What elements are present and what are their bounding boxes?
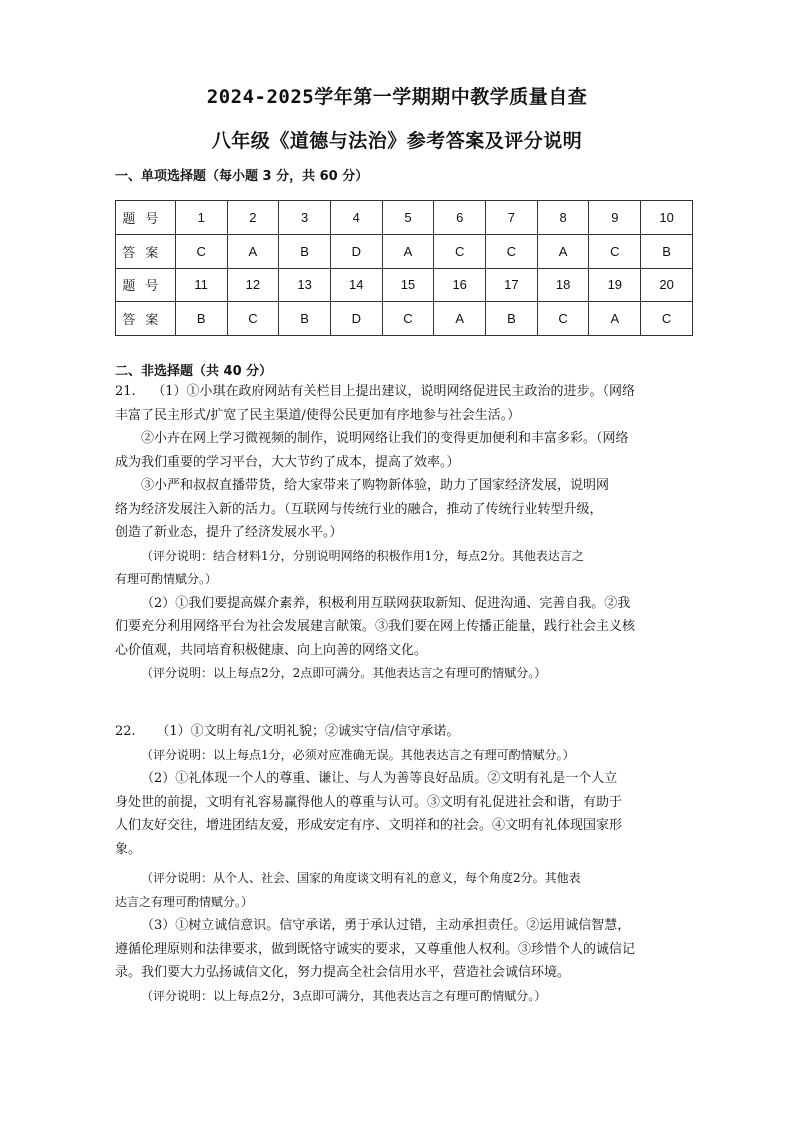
table-cell: B [279,234,331,268]
question-label: 题号 [116,268,176,302]
table-cell: 10 [641,201,693,235]
answer-label: 答案 [116,234,176,268]
question-22 [115,720,695,1008]
table-cell: 3 [279,201,331,235]
table-cell: 6 [434,201,486,235]
text-line: ③小严和叔叔直播带货，给大家带来了购物新体验，助力了国家经济发展，说明网 [141,478,610,493]
text-line: （3）①树立诚信意识。信守承诺，勇于承认过错，主动承担责任。②运用诚信智慧， [141,918,631,933]
table-cell: D [330,302,382,336]
table-cell: 19 [589,268,641,302]
table-cell: B [279,302,331,336]
document-subtitle: 八年级《道德与法治》参考答案及评分说明 [211,130,583,152]
scoring-note: （评分说明：结合材料1分，分别说明网络的积极作用1分，每点2分。其他表达言之 [141,548,584,563]
table-row [116,302,693,336]
table-cell: B [175,302,227,336]
table-row [116,268,693,302]
text-line: 丰富了民主形式/扩宽了民主渠道/使得公民更加有序地参与社会生活。） [115,407,521,423]
table-cell: 17 [486,268,538,302]
table-cell: D [330,234,382,268]
table-row [116,201,693,235]
table-cell: 16 [434,268,486,302]
answer-table [115,200,693,336]
table-cell: 8 [537,201,589,235]
text-line: （2）①礼体现一个人的尊重、谦让、与人为善等良好品质。②文明有礼是一个人立 [141,771,618,786]
table-cell: 18 [537,268,589,302]
table-row [116,234,693,268]
section1-heading: 一、单项选择题（每小题 3 分，共 60 分） [115,169,369,184]
table-cell: A [227,234,279,268]
table-cell: B [641,234,693,268]
text-line: 成为我们重要的学习平台，大大节约了成本，提高了效率。） [115,454,460,470]
table-cell: 15 [382,268,434,302]
table-cell: A [537,234,589,268]
document-title: 2024-2025学年第一学期期中教学质量自查 [206,86,588,108]
scoring-note: （评分说明：以上每点2分，2点即可满分。其他表达言之有理可酌情赋分。） [141,666,547,680]
scoring-note: （评分说明：从个人、社会、国家的角度谈文明有礼的意义，每个角度2分。其他表 [141,871,581,885]
table-cell: C [589,234,641,268]
table-cell: C [175,234,227,268]
text-line: 22. （1）①文明有礼/文明礼貌；②诚实守信/信守承诺。 [115,724,460,739]
table-cell: A [382,234,434,268]
text-line: 遵循伦理原则和法律要求，做到既恪守诚实的要求，又尊重他人权利。③珍惜个人的诚信记 [115,941,636,957]
table-cell: A [434,302,486,336]
table-cell: C [382,302,434,336]
table-cell: 7 [486,201,538,235]
table-cell: 14 [330,268,382,302]
table-cell: C [486,234,538,268]
table-cell: 4 [330,201,382,235]
table-cell: 13 [279,268,331,302]
table-cell: C [641,302,693,336]
text-line: ②小卉在网上学习微视频的制作，说明网络让我们的变得更加便利和丰富多彩。（网络 [141,431,629,446]
question-label: 题号 [116,201,176,235]
text-line: 人们友好交往，增进团结友爱，形成安定有序、文明祥和的社会。④文明有礼体现国家形 [115,818,623,833]
table-cell: 12 [227,268,279,302]
table-cell: C [537,302,589,336]
text-line: 录。我们要大力弘扬诚信文化，努力提高全社会信用水平，营造社会诚信环境。 [115,965,571,980]
text-line: 创造了新业态，提升了经济发展水平。） [115,525,343,540]
table-cell: 2 [227,201,279,235]
table-cell: 5 [382,201,434,235]
text-line: 络为经济发展注入新的活力。（互联网与传统行业的融合，推动了传统行业转型升级， [115,501,603,517]
table-cell: A [589,302,641,336]
section2-heading: 二、非选择题（共 40 分） [115,364,273,379]
table-cell: 9 [589,201,641,235]
table-cell: 20 [641,268,693,302]
table-cell: B [486,302,538,336]
text-line: 心价值观，共同培育积极健康、向上向善的网络文化。 [115,642,428,658]
table-cell: C [434,234,486,268]
text-line: 身处世的前提，文明有礼容易赢得他人的尊重与认可。③文明有礼促进社会和谐，有助于 [115,794,623,810]
scoring-note: 有理可酌情赋分。） [115,572,218,586]
table-cell: 1 [175,201,227,235]
text-line: 们要充分利用网络平台为社会发展建言献策。③我们要在网上传播正能量，践行社会主义核 [115,619,636,634]
answer-label: 答案 [116,302,176,336]
text-line: 象。 [115,841,142,857]
text-line: 21. （1）①小琪在政府网站有关栏目上提出建议，说明网络促进民主政治的进步。（网络 [115,384,635,399]
text-line: （2）①我们要提高媒介素养，积极利用互联网获取新知、促进沟通、完善自我。②我 [141,595,631,611]
table-cell: 11 [175,268,227,302]
scoring-note: （评分说明：以上每点2分，3点即可满分，其他表达言之有理可酌情赋分。） [141,988,547,1003]
scoring-note: （评分说明：以上每点1分，必须对应准确无误。其他表达言之有理可酌情赋分。） [141,747,575,762]
table-cell: C [227,302,279,336]
question-21 [115,380,695,686]
scoring-note: 达言之有理可酌情赋分。） [115,894,254,909]
